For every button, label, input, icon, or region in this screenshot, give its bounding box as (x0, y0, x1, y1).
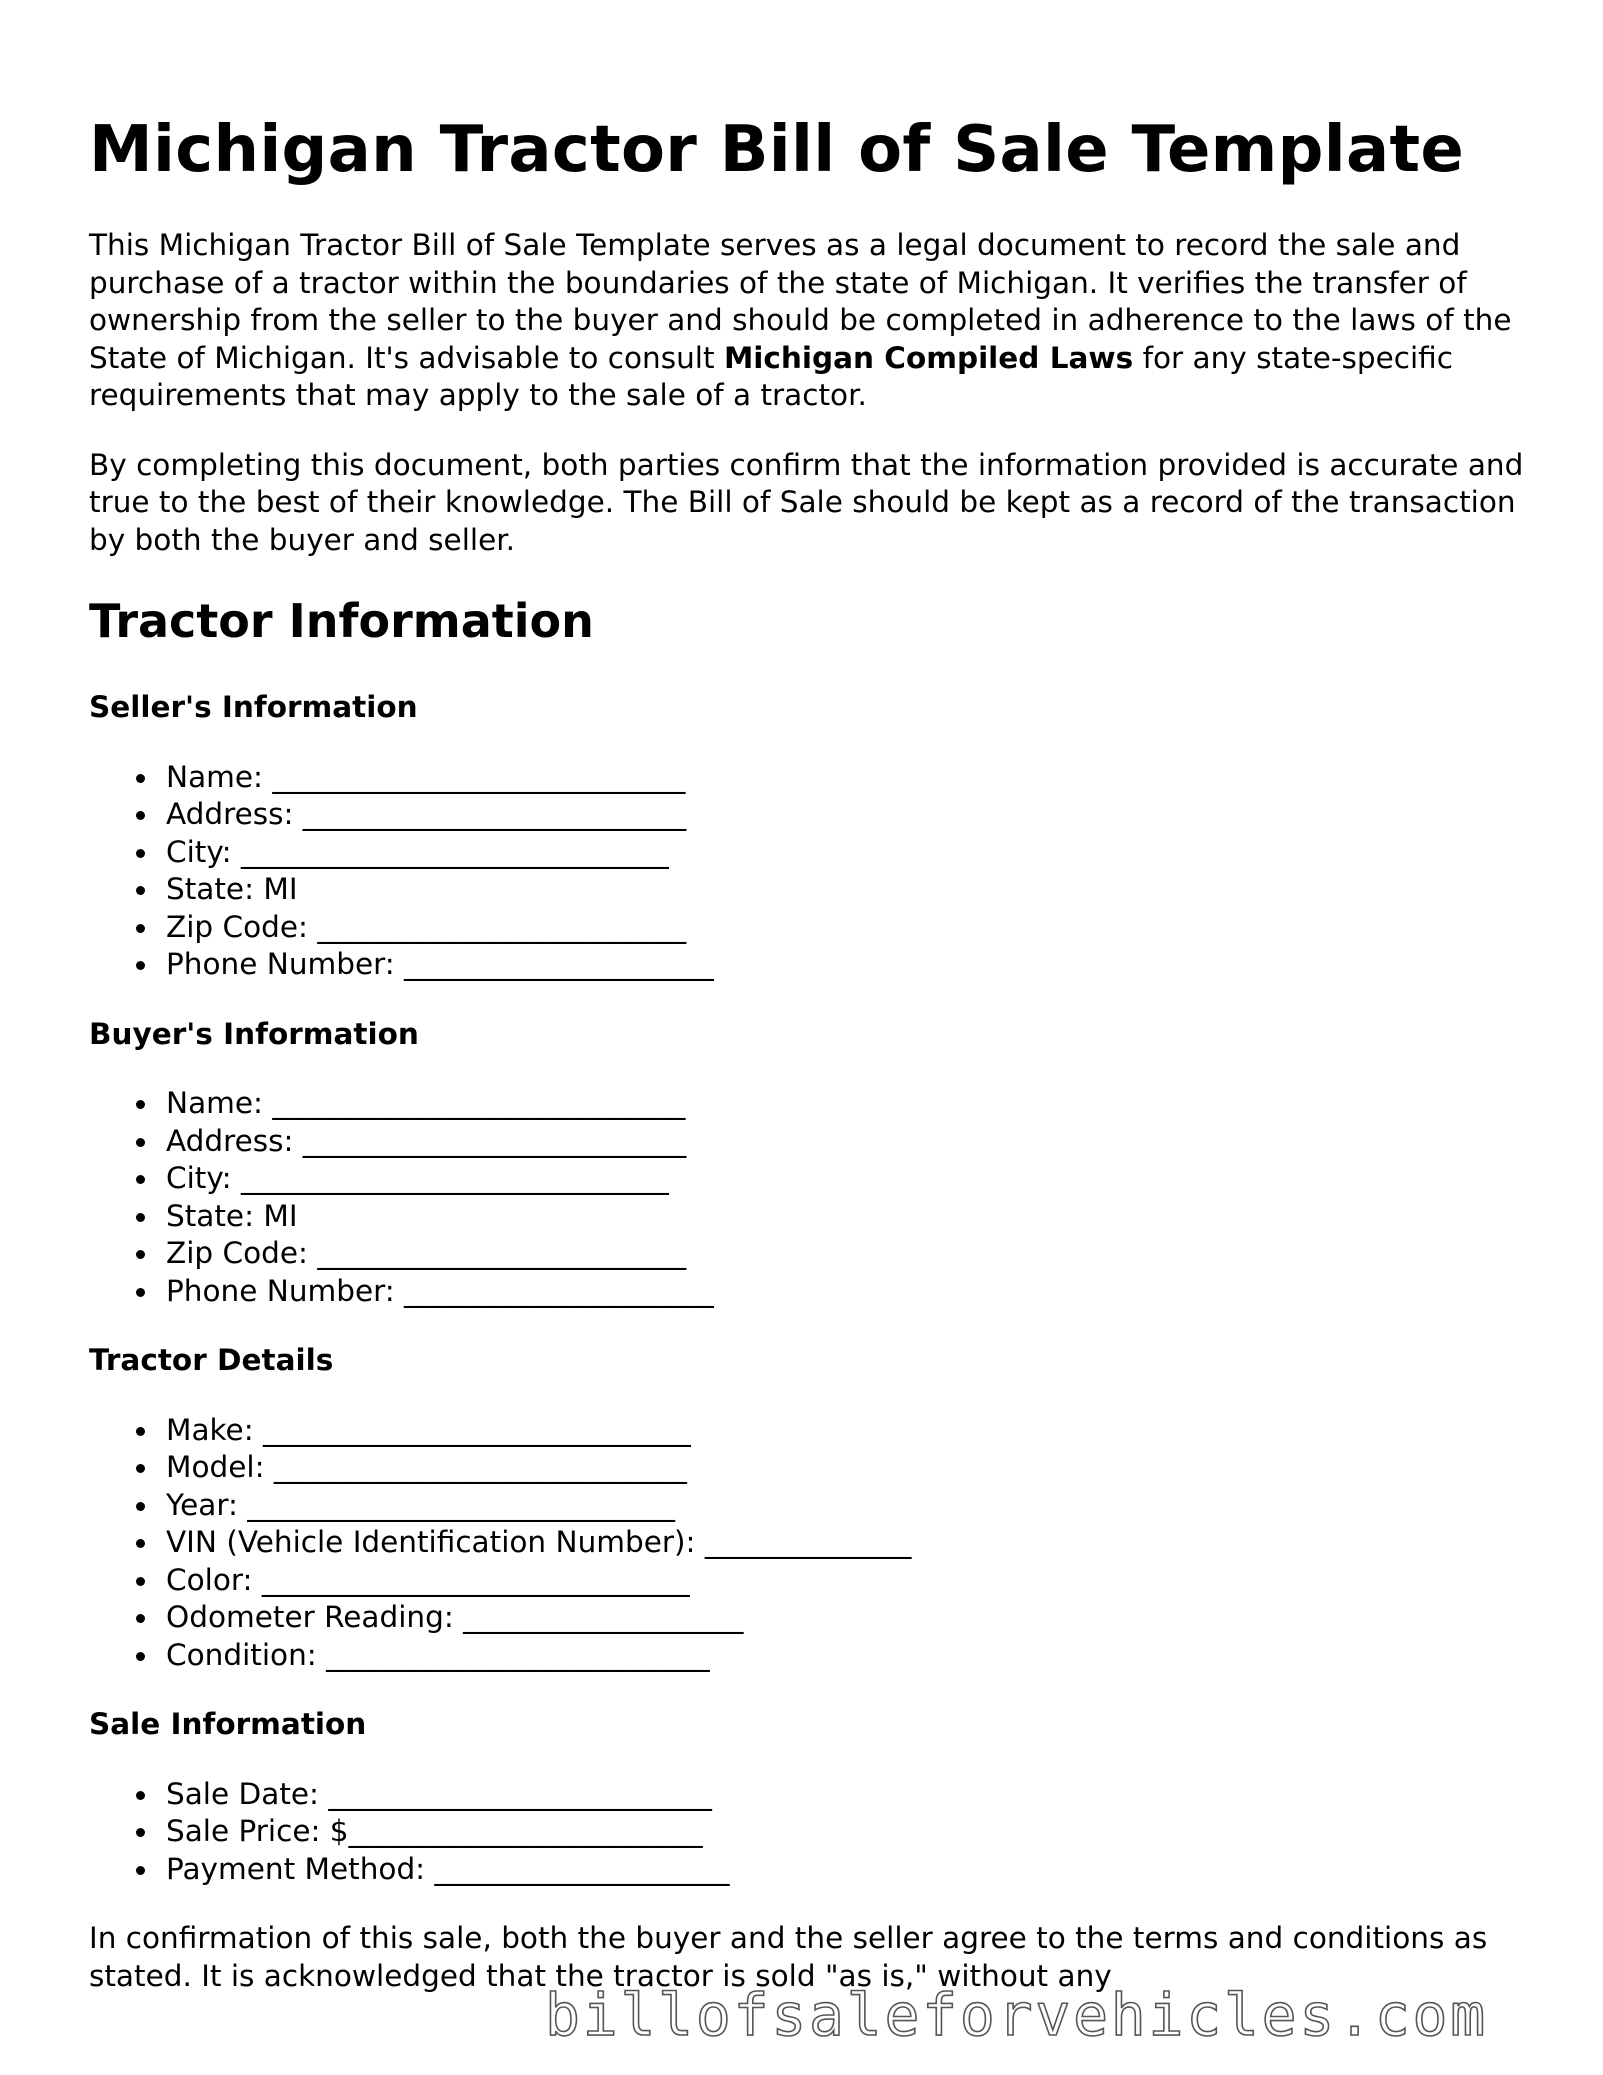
tractor-model-field: Model: ____________________________ (166, 1449, 1529, 1487)
seller-heading: Seller's Information (89, 690, 418, 724)
sale-date-field: Sale Date: __________________________ (166, 1776, 1529, 1814)
sale-information-list (89, 1776, 1529, 1889)
tractor-details-heading: Tractor Details (89, 1343, 334, 1377)
seller-zip-field: Zip Code: _________________________ (166, 909, 1529, 947)
seller-address-field: Address: __________________________ (166, 796, 1529, 834)
closing-paragraph: In confirmation of this sale, both the buyer and the seller agree to the terms and conditions as stated. It is acknowledged that the tractor is sold "as is," without any (89, 1921, 1488, 1993)
buyer-zip-field: Zip Code: _________________________ (166, 1235, 1529, 1273)
tractor-vin-field: VIN (Vehicle Identification Number): ______________ (166, 1524, 1529, 1562)
buyer-name-field: Name: ____________________________ (166, 1085, 1529, 1123)
tractor-color-field: Color: _____________________________ (166, 1562, 1529, 1600)
intro-paragraph (89, 227, 1529, 415)
payment-method-field: Payment Method: ____________________ (166, 1851, 1529, 1889)
watermark: billofsaleforvehicles.com (545, 1981, 1488, 2049)
seller-name-field: Name: ____________________________ (166, 759, 1529, 797)
sale-price-field: Sale Price: $________________________ (166, 1813, 1529, 1851)
buyer-city-field: City: _____________________________ (166, 1160, 1529, 1198)
tractor-year-field: Year: _____________________________ (166, 1487, 1529, 1525)
document-page (89, 105, 1529, 1995)
seller-state-field: State: MI (166, 871, 1529, 909)
seller-city-field: City: _____________________________ (166, 834, 1529, 872)
tractor-condition-field: Condition: __________________________ (166, 1637, 1529, 1675)
seller-phone-field: Phone Number: _____________________ (166, 946, 1529, 984)
buyer-list (89, 1085, 1529, 1310)
buyer-address-field: Address: __________________________ (166, 1123, 1529, 1161)
tractor-odometer-field: Odometer Reading: ___________________ (166, 1599, 1529, 1637)
section-title-tractor-information: Tractor Information (89, 594, 594, 648)
confirmation-paragraph: By completing this document, both parties confirm that the information provided is accurate and true to the best of their knowledge. The Bill of Sale should be kept as a record of the transaction by both the buyer and seller. (89, 447, 1524, 557)
sale-information-heading: Sale Information (89, 1707, 367, 1741)
buyer-phone-field: Phone Number: _____________________ (166, 1273, 1529, 1311)
intro-text-start: This Michigan Tractor Bill of Sale Template serves as a legal document to record the sale and purchase of a tractor within the boundaries of the state of Michigan. It verifies the transfer of ownership from the seller to the buyer and should be completed in adherence to the laws of the State of Michigan. It's advisable to consult (89, 228, 1512, 375)
tractor-details-list (89, 1412, 1529, 1675)
michigan-compiled-laws-text: Michigan Compiled Laws (723, 340, 1134, 375)
buyer-state-field: State: MI (166, 1198, 1529, 1236)
tractor-make-field: Make: _____________________________ (166, 1412, 1529, 1450)
page-title: Michigan Tractor Bill of Sale Template (89, 113, 1465, 187)
intro-text-end: for any state-specific requirements that may apply to the sale of a tractor. (89, 340, 1453, 412)
buyer-heading: Buyer's Information (89, 1016, 419, 1051)
seller-list (89, 759, 1529, 984)
